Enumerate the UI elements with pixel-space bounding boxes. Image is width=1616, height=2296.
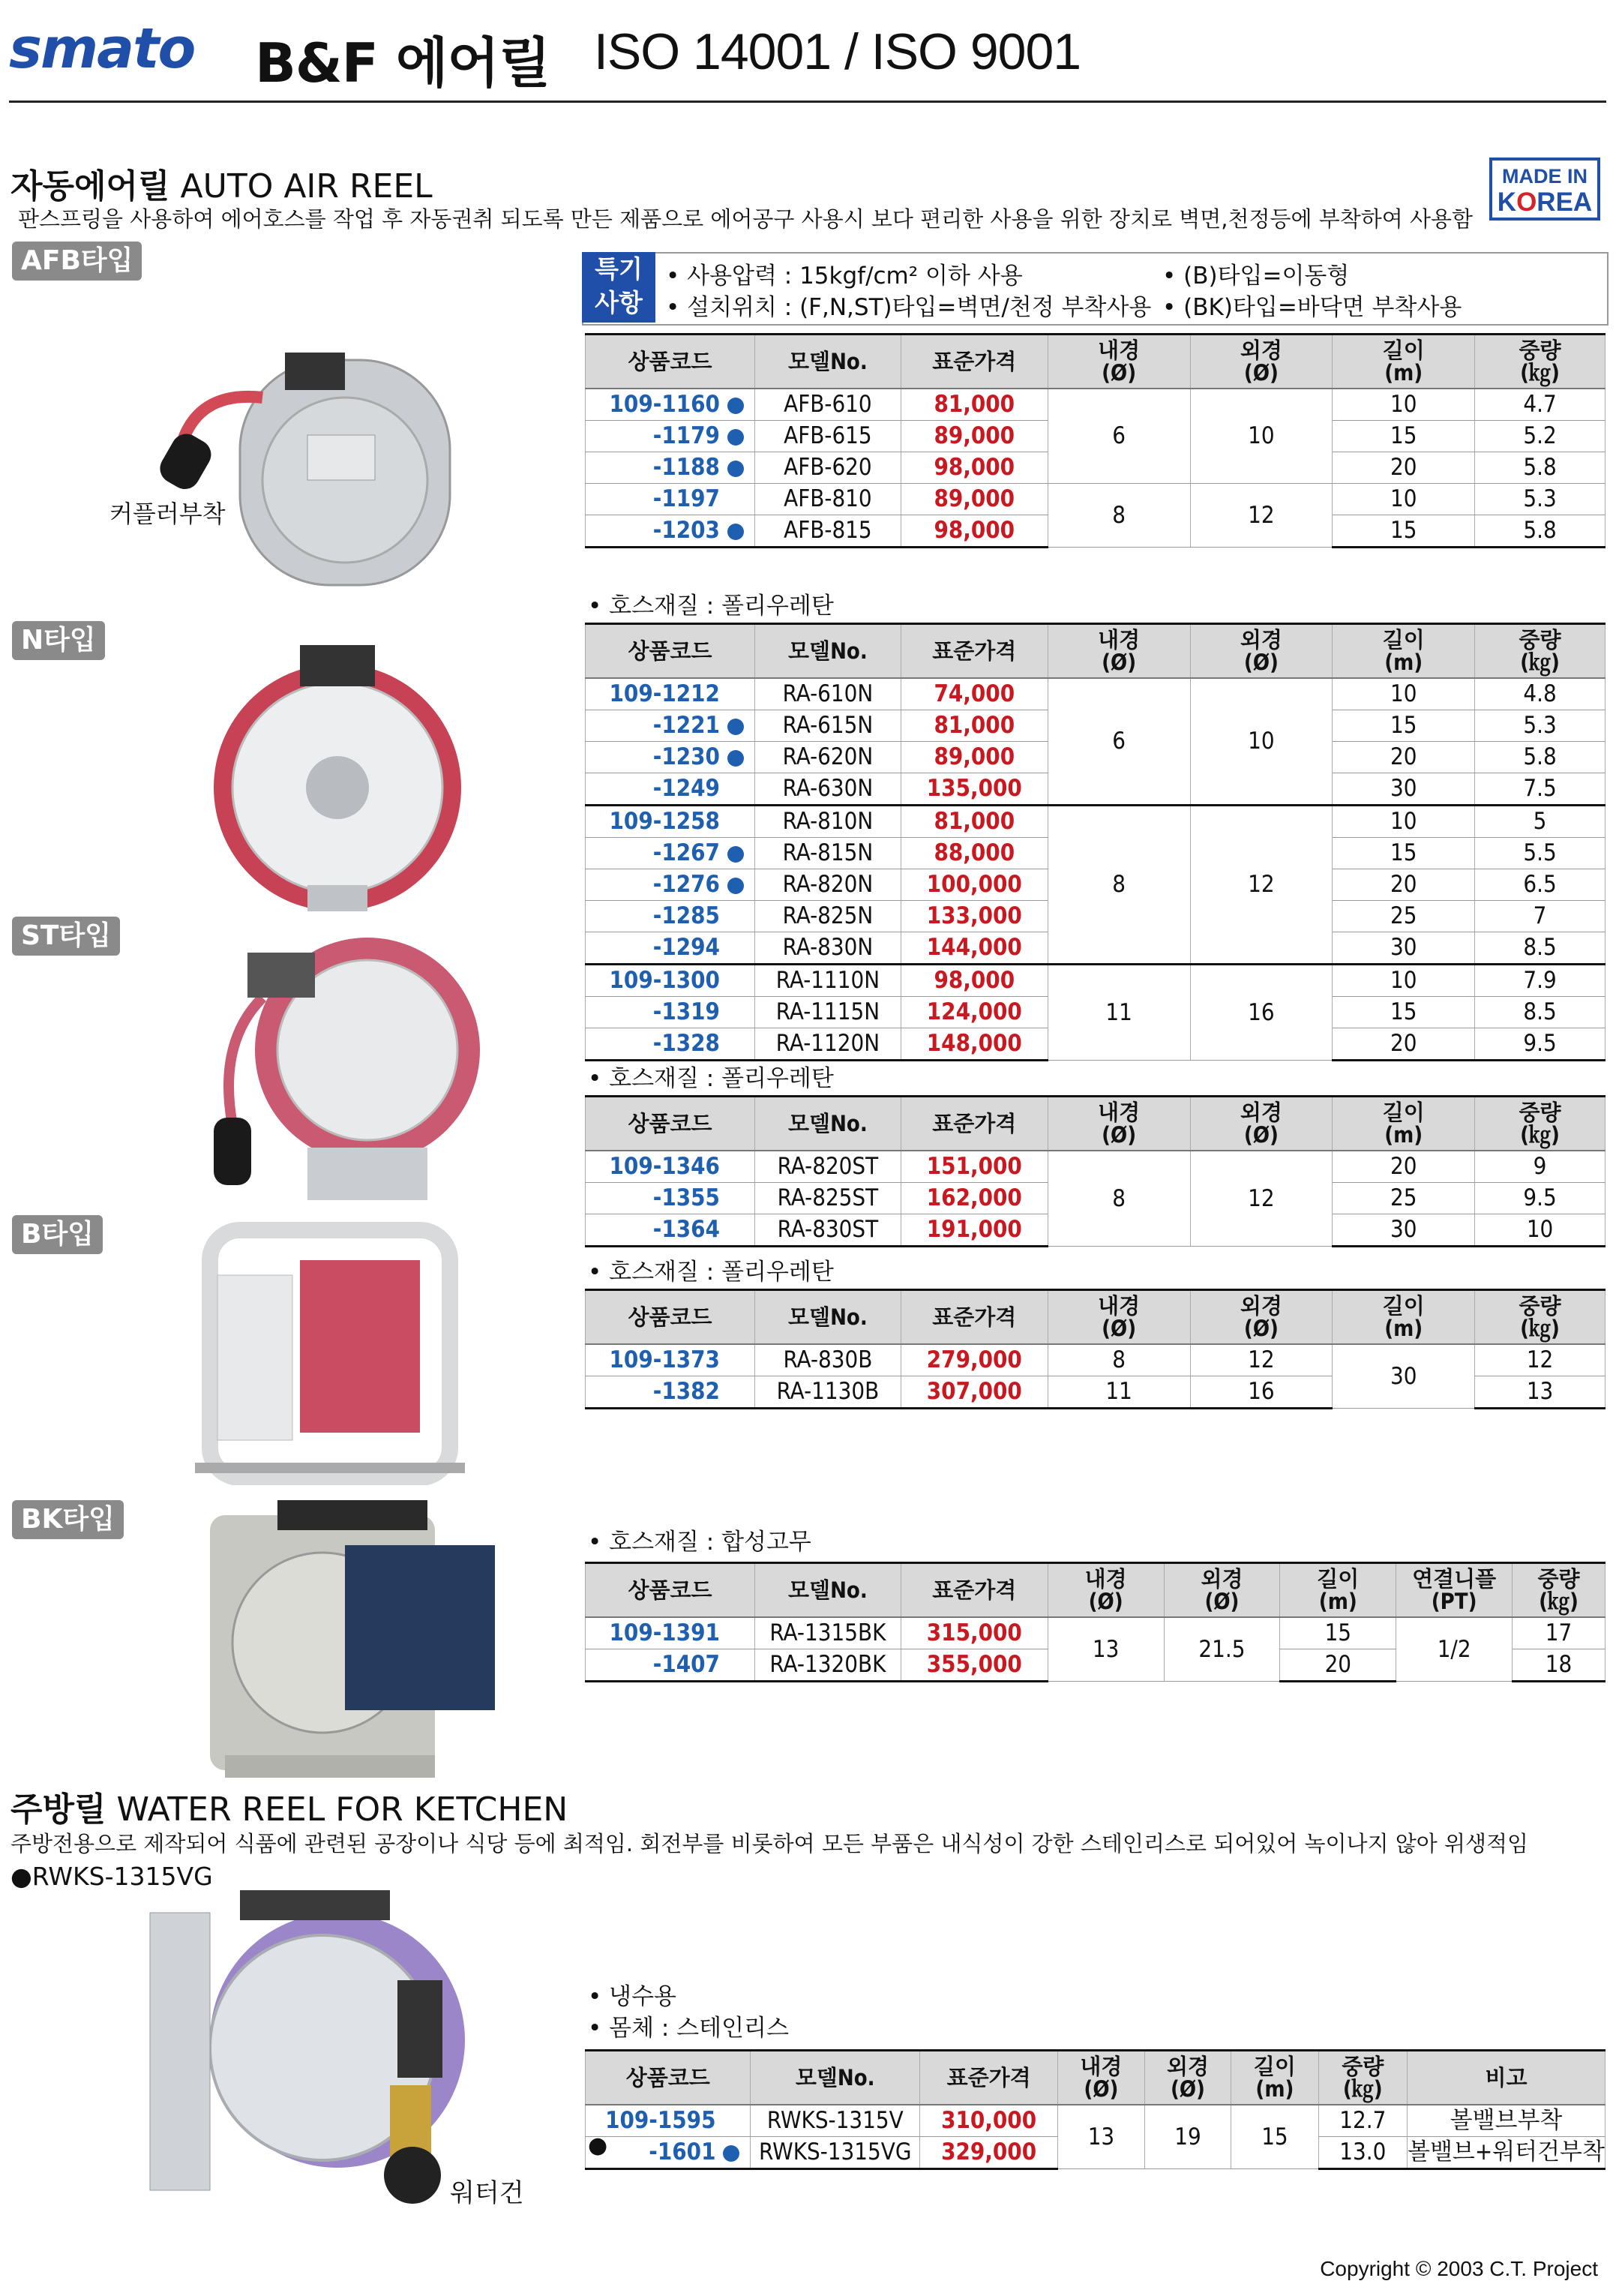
stock-dot-icon (727, 398, 744, 414)
kitchen-model-label: ●RWKS-1315VG (10, 1862, 213, 1891)
kitchen-row-bullet: ● (588, 2132, 608, 2159)
length: 20 (1333, 741, 1475, 773)
price: 89,000 (901, 741, 1048, 773)
product-code: -1407 (586, 1649, 755, 1681)
weight: 7.5 (1475, 773, 1606, 805)
model-no: AFB-815 (754, 515, 901, 547)
length: 15 (1333, 837, 1475, 869)
product-code: -1188 (586, 452, 755, 483)
length: 15 (1333, 515, 1475, 547)
col-outer: 외경 (Ø) (1190, 335, 1333, 389)
product-code: 109-1346 (586, 1151, 755, 1183)
col-length: 길이 (m) (1333, 1097, 1475, 1151)
col-code: 상품코드 (586, 1563, 755, 1617)
kitchen-spec-table (585, 2049, 1606, 2170)
product-code: -1294 (586, 932, 755, 964)
col-length: 길이 (m) (1333, 335, 1475, 389)
badge-b-type: B타입 (12, 1215, 103, 1254)
weight: 7.9 (1475, 964, 1606, 996)
col-code: 상품코드 (586, 335, 755, 389)
col-price: 표준가격 (901, 335, 1048, 389)
b-spec-table (585, 1289, 1606, 1409)
col-price: 표준가격 (901, 1563, 1048, 1617)
price: 81,000 (901, 710, 1048, 741)
inner-diameter: 8 (1048, 1344, 1190, 1376)
afb-spec-table (585, 333, 1606, 548)
model-no: AFB-615 (754, 420, 901, 452)
badge-st-type: ST타입 (12, 917, 120, 956)
weight: 5.3 (1475, 483, 1606, 515)
model-no: AFB-620 (754, 452, 901, 483)
price: 100,000 (901, 869, 1048, 900)
weight: 5 (1475, 805, 1606, 837)
auto-description: 판스프링을 사용하여 에어호스를 작업 후 자동권취 되도록 만든 제품으로 에어공구 사용시 보다 편리한 사용을 위한 장치로 벽면,천정등에 부착하여 사용함 (18, 206, 1474, 232)
st-hose-note: • 호스재질 : 폴리우레탄 (588, 1065, 834, 1092)
outer-diameter: 19 (1144, 2105, 1231, 2169)
weight: 4.8 (1475, 678, 1606, 710)
price: 315,000 (901, 1617, 1048, 1649)
col-outer: 외경 (Ø) (1164, 1563, 1280, 1617)
table-row (586, 2105, 1606, 2137)
weight: 9 (1475, 1151, 1606, 1183)
col-price: 표준가격 (920, 2051, 1058, 2105)
bk-reel-image (195, 1493, 525, 1793)
col-conn: 연결니플 (PT) (1396, 1563, 1513, 1617)
table-row (586, 678, 1606, 710)
table-row (586, 964, 1606, 996)
price: 124,000 (901, 996, 1048, 1028)
model-no: RA-1115N (754, 996, 901, 1028)
made-in-text: MADE IN (1502, 165, 1588, 188)
product-code: -1203 (586, 515, 755, 547)
product-code: -1285 (586, 900, 755, 932)
weight: 8.5 (1475, 996, 1606, 1028)
price: 279,000 (901, 1344, 1048, 1376)
model-no: RWKS-1315V (751, 2105, 920, 2137)
inner-diameter: 6 (1048, 389, 1190, 484)
length: 10 (1333, 805, 1475, 837)
price: 133,000 (901, 900, 1048, 932)
col-price: 표준가격 (901, 1097, 1048, 1151)
iso-label: ISO 14001 / ISO 9001 (594, 23, 1081, 80)
price: 81,000 (901, 805, 1048, 837)
outer-diameter: 10 (1190, 678, 1333, 806)
made-in-korea-logo (1489, 158, 1600, 221)
table-row (586, 389, 1606, 421)
col-weight: 중량 (㎏) (1513, 1563, 1606, 1617)
badge-bk-type: BK타입 (12, 1500, 124, 1539)
remark: 볼밸브부착 (1407, 2105, 1605, 2137)
weight: 9.5 (1475, 1182, 1606, 1214)
stock-dot-icon (727, 719, 744, 735)
length: 10 (1333, 964, 1475, 996)
bk-hose-note: • 호스재질 : 합성고무 (588, 1529, 811, 1556)
price: 98,000 (901, 515, 1048, 547)
product-code: 109-1212 (586, 678, 755, 710)
b-reel-image (187, 1215, 472, 1485)
model-no: RA-830ST (754, 1214, 901, 1246)
weight: 18 (1513, 1649, 1606, 1681)
product-code: -1230 (586, 741, 755, 773)
weight: 12 (1475, 1344, 1606, 1376)
model-no: RA-1320BK (754, 1649, 901, 1681)
model-no: RA-620N (754, 741, 901, 773)
length: 25 (1333, 900, 1475, 932)
col-model: 모델No. (754, 624, 901, 678)
model-no: AFB-610 (754, 389, 901, 421)
product-code: -1267 (586, 837, 755, 869)
model-no: RA-610N (754, 678, 901, 710)
col-weight: 중량 (㎏) (1475, 1290, 1606, 1344)
price: 148,000 (901, 1028, 1048, 1060)
outer-diameter: 16 (1190, 1376, 1333, 1408)
price: 355,000 (901, 1649, 1048, 1681)
stock-dot-icon (727, 878, 744, 894)
b-hose-note: • 호스재질 : 폴리우레탄 (588, 1259, 834, 1286)
length: 15 (1333, 710, 1475, 741)
product-code: 109-1391 (586, 1617, 755, 1649)
product-code: -1249 (586, 773, 755, 805)
stock-dot-icon (727, 461, 744, 477)
water-gun-caption: 워터건 (450, 2178, 524, 2208)
weight: 9.5 (1475, 1028, 1606, 1060)
length: 10 (1333, 483, 1475, 515)
outer-diameter: 12 (1190, 1151, 1333, 1247)
model-no: RWKS-1315VG (751, 2136, 920, 2168)
col-length: 길이 (m) (1231, 2051, 1318, 2105)
length: 30 (1333, 932, 1475, 964)
price: 135,000 (901, 773, 1048, 805)
inner-diameter: 13 (1048, 1617, 1164, 1682)
length: 20 (1333, 1028, 1475, 1060)
kitchen-title-en: WATER REEL FOR KETCHEN (116, 1790, 568, 1829)
weight: 5.5 (1475, 837, 1606, 869)
weight: 5.8 (1475, 741, 1606, 773)
outer-diameter: 10 (1190, 389, 1333, 484)
col-inner: 내경 (Ø) (1048, 1290, 1190, 1344)
feature-pressure: • 사용압력 : 15kgf/cm² 이하 사용 (666, 263, 1023, 290)
page-title: B&F 에어릴 (255, 32, 550, 95)
kitchen-cold-note: • 냉수용 (588, 1983, 676, 2010)
length: 20 (1333, 1151, 1475, 1183)
stock-dot-icon (727, 524, 744, 540)
outer-diameter: 16 (1190, 964, 1333, 1060)
model-no: RA-615N (754, 710, 901, 741)
header-rule (9, 101, 1606, 103)
product-code: -1364 (586, 1214, 755, 1246)
col-code: 상품코드 (586, 1097, 755, 1151)
model-no: RA-825ST (754, 1182, 901, 1214)
weight: 13 (1475, 1376, 1606, 1408)
weight: 10 (1475, 1214, 1606, 1246)
kitchen-body-note: • 몸체 : 스테인리스 (588, 2015, 789, 2042)
col-model: 모델No. (754, 1097, 901, 1151)
col-outer: 외경 (Ø) (1190, 1290, 1333, 1344)
product-code: 109-1160 (586, 389, 755, 421)
price: 98,000 (901, 964, 1048, 996)
auto-section-title (10, 159, 433, 207)
col-weight: 중량 (㎏) (1475, 624, 1606, 678)
length: 15 (1333, 996, 1475, 1028)
weight: 4.7 (1475, 389, 1606, 421)
product-code: -1382 (586, 1376, 755, 1408)
coupler-caption: 커플러부착 (109, 500, 226, 528)
weight: 5.3 (1475, 710, 1606, 741)
product-code: -1328 (586, 1028, 755, 1060)
length: 10 (1333, 678, 1475, 710)
price: 144,000 (901, 932, 1048, 964)
length: 10 (1333, 389, 1475, 421)
n-spec-table (585, 623, 1606, 1061)
length: 15 (1333, 420, 1475, 452)
price: 307,000 (901, 1376, 1048, 1408)
price: 98,000 (901, 452, 1048, 483)
model-no: RA-1110N (754, 964, 901, 996)
price: 89,000 (901, 483, 1048, 515)
stock-dot-icon (727, 846, 744, 863)
n-reel-image (202, 638, 472, 915)
st-reel-image (172, 923, 487, 1215)
product-code: -1276 (586, 869, 755, 900)
table-row (586, 1344, 1606, 1376)
stock-dot-icon (723, 2145, 739, 2162)
auto-title-ko: 자동에어릴 (10, 167, 170, 206)
kitchen-section-title (10, 1782, 568, 1830)
outer-diameter: 12 (1190, 483, 1333, 547)
st-spec-table (585, 1095, 1606, 1247)
model-no: RA-830B (754, 1344, 901, 1376)
n-hose-note: • 호스재질 : 폴리우레탄 (588, 593, 834, 620)
kitchen-description: 주방전용으로 제작되어 식품에 관련된 공장이나 식당 등에 최적임. 회전부를 비롯하여 모든 부품은 내식성이 강한 스테인리스로 되어있어 녹이나지 않아 위생적임 (10, 1831, 1529, 1856)
weight: 17 (1513, 1617, 1606, 1649)
col-inner: 내경 (Ø) (1048, 1097, 1190, 1151)
weight: 7 (1475, 900, 1606, 932)
inner-diameter: 13 (1058, 2105, 1145, 2169)
col-length: 길이 (m) (1280, 1563, 1396, 1617)
length: 15 (1231, 2105, 1318, 2169)
bk-spec-table (585, 1562, 1606, 1682)
length: 25 (1333, 1182, 1475, 1214)
price: 162,000 (901, 1182, 1048, 1214)
outer-diameter: 21.5 (1164, 1617, 1280, 1682)
product-code: 109-1300 (586, 964, 755, 996)
stock-dot-icon (727, 429, 744, 446)
model-no: AFB-810 (754, 483, 901, 515)
product-code: -1319 (586, 996, 755, 1028)
inner-diameter: 11 (1048, 964, 1190, 1060)
length: 20 (1333, 869, 1475, 900)
model-no: RA-815N (754, 837, 901, 869)
table-row (586, 483, 1606, 515)
price: 88,000 (901, 837, 1048, 869)
length: 30 (1333, 1344, 1475, 1409)
connection-nipple: 1/2 (1396, 1617, 1513, 1682)
length: 30 (1333, 773, 1475, 805)
auto-title-en: AUTO AIR REEL (180, 167, 433, 206)
weight: 5.8 (1475, 452, 1606, 483)
remark: 볼밸브+워터건부착 (1407, 2136, 1605, 2168)
col-outer: 외경 (Ø) (1190, 624, 1333, 678)
weight: 12.7 (1318, 2105, 1407, 2137)
col-inner: 내경 (Ø) (1048, 624, 1190, 678)
weight: 13.0 (1318, 2136, 1407, 2168)
price: 74,000 (901, 678, 1048, 710)
product-code: -1601 (586, 2136, 751, 2168)
afb-reel-image (150, 338, 480, 608)
badge-n-type: N타입 (12, 621, 105, 660)
col-length: 길이 (m) (1333, 624, 1475, 678)
feature-install: • 설치위치 : (F,N,ST)타입=벽면/천정 부착사용 (666, 294, 1152, 321)
product-code: -1355 (586, 1182, 755, 1214)
model-no: RA-820N (754, 869, 901, 900)
price: 191,000 (901, 1214, 1048, 1246)
col-weight: 중량 (㎏) (1475, 335, 1606, 389)
col-model: 모델No. (751, 2051, 920, 2105)
inner-diameter: 8 (1048, 1151, 1190, 1247)
product-code: -1221 (586, 710, 755, 741)
model-no: RA-630N (754, 773, 901, 805)
col-code: 상품코드 (586, 2051, 751, 2105)
model-no: RA-1315BK (754, 1617, 901, 1649)
inner-diameter: 11 (1048, 1376, 1190, 1408)
table-row (586, 1151, 1606, 1183)
stock-dot-icon (727, 750, 744, 767)
model-no: RA-1120N (754, 1028, 901, 1060)
model-no: RA-825N (754, 900, 901, 932)
price: 89,000 (901, 420, 1048, 452)
length: 30 (1333, 1214, 1475, 1246)
table-row (586, 1617, 1606, 1649)
outer-diameter: 12 (1190, 805, 1333, 964)
brand-logo: smato (9, 17, 195, 81)
badge-afb-type: AFB타입 (12, 242, 142, 281)
inner-diameter: 8 (1048, 805, 1190, 964)
length: 20 (1333, 452, 1475, 483)
col-inner: 내경 (Ø) (1058, 2051, 1145, 2105)
weight: 5.8 (1475, 515, 1606, 547)
copyright: Copyright © 2003 C.T. Project (1320, 2257, 1598, 2280)
col-length: 길이 (m) (1333, 1290, 1475, 1344)
model-no: RA-1130B (754, 1376, 901, 1408)
col-remark: 비고 (1407, 2051, 1605, 2105)
outer-diameter: 12 (1190, 1344, 1333, 1376)
weight: 5.2 (1475, 420, 1606, 452)
col-model: 모델No. (754, 335, 901, 389)
weight: 6.5 (1475, 869, 1606, 900)
length: 15 (1280, 1617, 1396, 1649)
price: 310,000 (920, 2105, 1058, 2137)
col-price: 표준가격 (901, 624, 1048, 678)
feature-b-type: • (B)타입=이동형 (1162, 263, 1350, 290)
product-code: -1197 (586, 483, 755, 515)
col-inner: 내경 (Ø) (1048, 335, 1190, 389)
weight: 8.5 (1475, 932, 1606, 964)
kitchen-reel-image (97, 1890, 487, 2205)
model-no: RA-810N (754, 805, 901, 837)
table-row (586, 805, 1606, 837)
col-model: 모델No. (754, 1290, 901, 1344)
inner-diameter: 6 (1048, 678, 1190, 806)
col-outer: 외경 (Ø) (1144, 2051, 1231, 2105)
length: 20 (1280, 1649, 1396, 1681)
product-code: -1179 (586, 420, 755, 452)
feature-bk-type: • (BK)타입=바닥면 부착사용 (1162, 294, 1462, 321)
product-code: 109-1595 (586, 2105, 751, 2137)
col-model: 모델No. (754, 1563, 901, 1617)
price: 151,000 (901, 1151, 1048, 1183)
col-inner: 내경 (Ø) (1048, 1563, 1164, 1617)
price: 329,000 (920, 2136, 1058, 2168)
col-outer: 외경 (Ø) (1190, 1097, 1333, 1151)
model-no: RA-830N (754, 932, 901, 964)
product-code: 109-1373 (586, 1344, 755, 1376)
col-price: 표준가격 (901, 1290, 1048, 1344)
kitchen-title-ko: 주방릴 (10, 1790, 106, 1829)
features-label: 특기 사항 (582, 252, 655, 323)
product-code: 109-1258 (586, 805, 755, 837)
model-no: RA-820ST (754, 1151, 901, 1183)
korea-text: KOREA (1497, 188, 1593, 217)
price: 81,000 (901, 389, 1048, 421)
col-code: 상품코드 (586, 1290, 755, 1344)
inner-diameter: 8 (1048, 483, 1190, 547)
col-weight: 중량 (㎏) (1475, 1097, 1606, 1151)
col-code: 상품코드 (586, 624, 755, 678)
col-weight: 중량 (㎏) (1318, 2051, 1407, 2105)
